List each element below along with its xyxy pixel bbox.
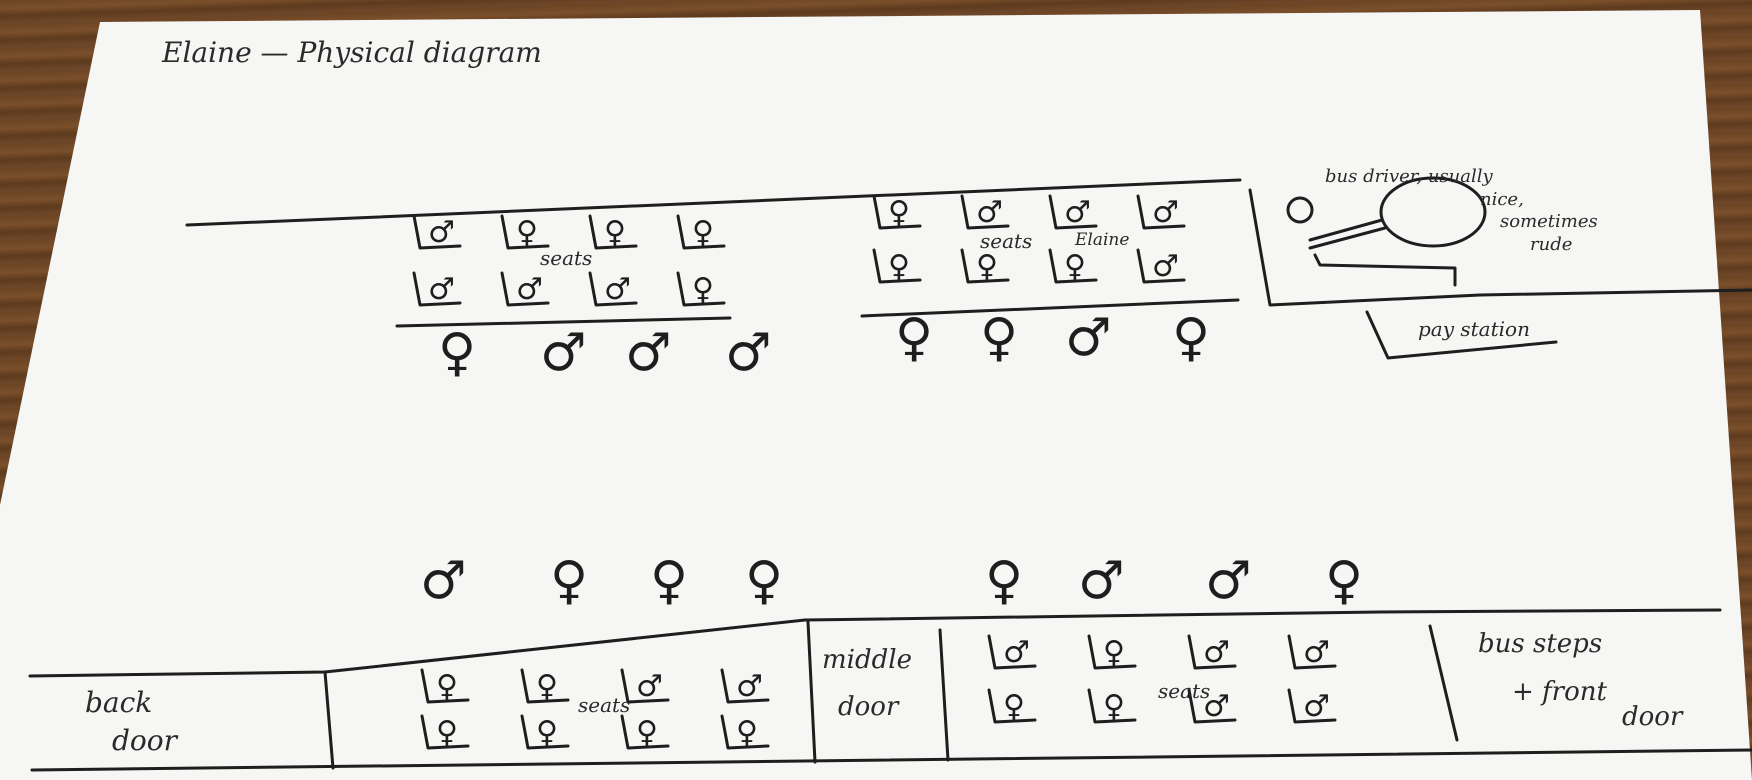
standing-male-symbol-icon: ♂ [1065,308,1112,368]
diagram-title: Elaine — Physical diagram [162,36,542,69]
standing-male-symbol-icon: ♂ [1205,551,1252,611]
standing-male-symbol-icon: ♂ [420,551,467,611]
standing-female-symbol-icon: ♀ [745,551,784,611]
male-symbol-icon: ♂ [428,272,455,307]
seats-label-top-left: seats [540,246,593,270]
driver-note: bus driver, usually nice, sometimes rude [1325,166,1598,255]
standing-female-symbol-icon: ♀ [895,308,934,368]
male-symbol-icon: ♂ [604,272,631,307]
female-symbol-icon: ♀ [516,215,538,250]
female-symbol-icon: ♀ [604,215,626,250]
male-symbol-icon: ♂ [1303,689,1330,724]
male-symbol-icon: ♂ [636,669,663,704]
standing-male-symbol-icon: ♂ [625,323,672,383]
female-symbol-icon: ♀ [888,195,910,230]
male-symbol-icon: ♂ [1064,195,1091,230]
standing-female-symbol-icon: ♀ [550,551,589,611]
back-door-label: back door [85,686,178,757]
female-symbol-icon: ♀ [1064,249,1086,284]
seats-label-bottom-right: seats [1158,679,1211,703]
female-symbol-icon: ♀ [692,272,714,307]
female-symbol-icon: ♀ [1103,635,1125,670]
standing-female-symbol-icon: ♀ [438,323,477,383]
female-symbol-icon: ♀ [1003,689,1025,724]
standing-female-symbol-icon: ♀ [1325,551,1364,611]
standing-male-symbol-icon: ♂ [1078,551,1125,611]
standing-female-symbol-icon: ♀ [650,551,689,611]
female-symbol-icon: ♀ [692,215,714,250]
front-door-label: bus steps + front door [1478,629,1683,732]
female-symbol-icon: ♀ [976,249,998,284]
middle-door-label: middle door [822,645,912,722]
seats-label-bottom-left: seats [578,693,631,717]
male-symbol-icon: ♂ [736,669,763,704]
male-symbol-icon: ♂ [1152,195,1179,230]
elaine-seat-label: Elaine [1075,230,1130,250]
seats-label-top-right: seats [980,229,1033,253]
standing-female-symbol-icon: ♀ [980,308,1019,368]
female-symbol-icon: ♀ [436,715,458,750]
female-symbol-icon: ♀ [736,715,758,750]
male-symbol-icon: ♂ [1003,635,1030,670]
standing-male-symbol-icon: ♂ [725,323,772,383]
male-symbol-icon: ♂ [1203,635,1230,670]
male-symbol-icon: ♂ [976,195,1003,230]
female-symbol-icon: ♀ [536,669,558,704]
female-symbol-icon: ♀ [1103,689,1125,724]
standing-female-symbol-icon: ♀ [1172,308,1211,368]
pay-station-label: pay station [1418,317,1530,341]
female-symbol-icon: ♀ [536,715,558,750]
female-symbol-icon: ♀ [636,715,658,750]
standing-male-symbol-icon: ♂ [540,323,587,383]
male-symbol-icon: ♂ [428,215,455,250]
female-symbol-icon: ♀ [888,249,910,284]
male-symbol-icon: ♂ [1152,249,1179,284]
male-symbol-icon: ♂ [1303,635,1330,670]
female-symbol-icon: ♀ [436,669,458,704]
standing-female-symbol-icon: ♀ [985,551,1024,611]
male-symbol-icon: ♂ [516,272,543,307]
male-symbol-icon: ♂ [1203,689,1230,724]
